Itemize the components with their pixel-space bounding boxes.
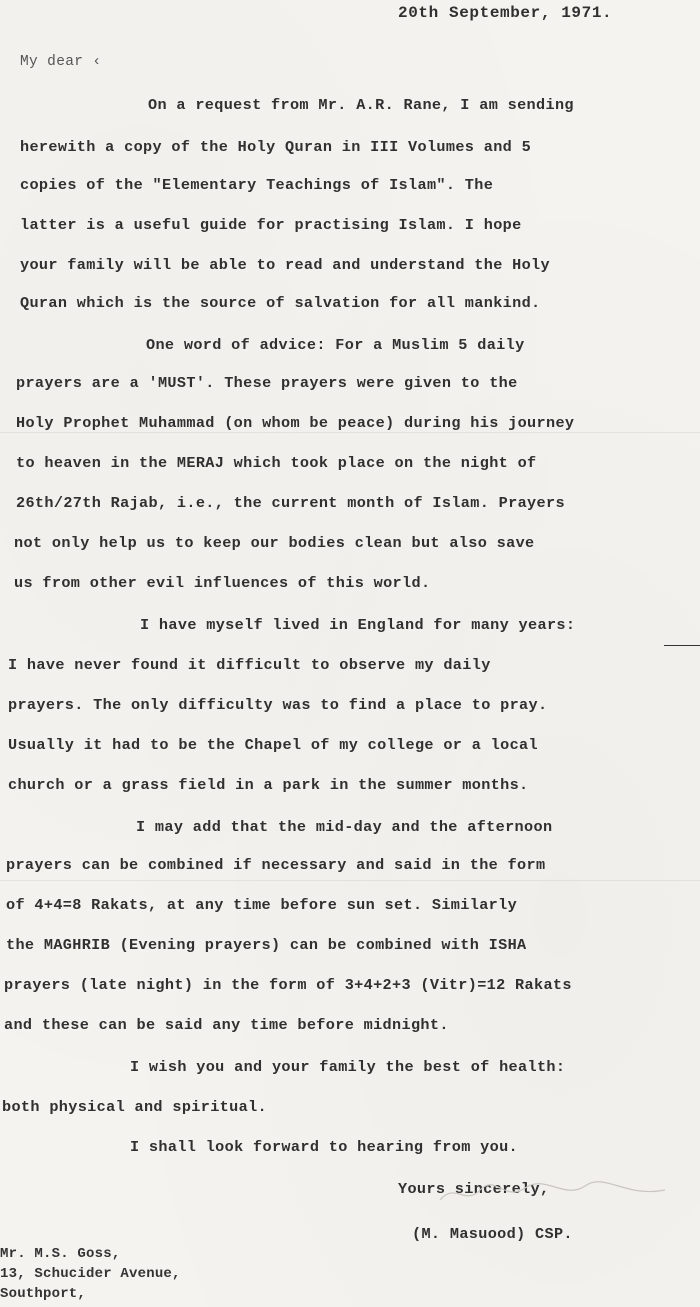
- body-line: One word of advice: For a Muslim 5 daily: [146, 336, 525, 354]
- paper-crease: [0, 432, 700, 433]
- body-line: prayers can be combined if necessary and said in the form: [6, 856, 546, 874]
- body-line: 26th/27th Rajab, i.e., the current month of Islam. Prayers: [16, 494, 565, 512]
- body-line: I wish you and your family the best of health:: [130, 1058, 566, 1076]
- body-line: not only help us to keep our bodies clean but also save: [14, 534, 535, 552]
- body-line: church or a grass field in a park in the summer months.: [8, 776, 529, 794]
- body-line: of 4+4=8 Rakats, at any time before sun set. Similarly: [6, 896, 518, 914]
- body-line: and these can be said any time before midnight.: [4, 1016, 449, 1034]
- body-line: to heaven in the MERAJ which took place on the night of: [16, 454, 537, 472]
- paper-crease: [0, 880, 700, 881]
- body-line: latter is a useful guide for practising Islam. I hope: [20, 216, 522, 234]
- body-line: the MAGHRIB (Evening prayers) can be combined with ISHA: [6, 936, 527, 954]
- body-line: copies of the "Elementary Teachings of Islam". The: [20, 176, 494, 194]
- letter-date: 20th September, 1971.: [398, 4, 613, 22]
- signature-mark: [435, 1172, 675, 1212]
- body-line: herewith a copy of the Holy Quran in III Volumes and 5: [20, 138, 532, 156]
- body-line: I may add that the mid-day and the afternoon: [136, 818, 553, 836]
- recipient-name: Mr. M.S. Goss,: [0, 1246, 121, 1262]
- recipient-town: Southport,: [0, 1286, 87, 1302]
- body-line: I have never found it difficult to observe my daily: [8, 656, 491, 674]
- salutation: My dear ‹: [20, 54, 102, 70]
- recipient-street: 13, Schucider Avenue,: [0, 1266, 181, 1282]
- body-line: Usually it had to be the Chapel of my college or a local: [8, 736, 538, 754]
- signatory: (M. Masuood) CSP.: [412, 1225, 573, 1243]
- margin-mark: [664, 645, 700, 646]
- body-line: us from other evil influences of this world.: [14, 574, 431, 592]
- body-line: prayers are a 'MUST'. These prayers were given to the: [16, 374, 518, 392]
- body-line: both physical and spiritual.: [2, 1098, 267, 1116]
- body-line: prayers (late night) in the form of 3+4+2+3 (Vitr)=12 Rakats: [4, 976, 572, 994]
- body-line: Quran which is the source of salvation for all mankind.: [20, 294, 541, 312]
- body-line: prayers. The only difficulty was to find a place to pray.: [8, 696, 548, 714]
- body-line: your family will be able to read and understand the Holy: [20, 256, 550, 274]
- body-line: On a request from Mr. A.R. Rane, I am sending: [148, 96, 574, 114]
- body-line: I shall look forward to hearing from you.: [130, 1138, 519, 1156]
- closing: Yours sincerely,: [398, 1180, 550, 1198]
- body-line: Holy Prophet Muhammad (on whom be peace) during his journey: [16, 414, 575, 432]
- body-line: I have myself lived in England for many years:: [140, 616, 576, 634]
